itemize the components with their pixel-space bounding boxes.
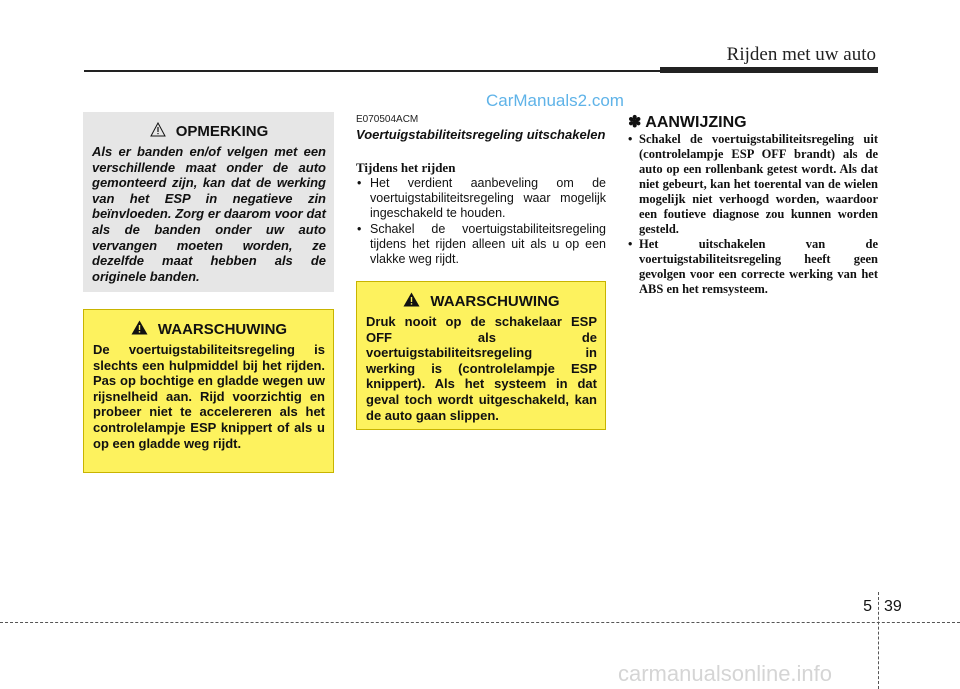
section-label: Tijdens het rijden — [356, 160, 456, 175]
chapter-number: 5 — [863, 598, 872, 615]
warning-outline-icon — [150, 122, 166, 141]
header-rule-accent — [660, 67, 878, 73]
warning-box-2 — [356, 281, 606, 430]
note-text: Als er banden en/of velgen met een verschillende maat onder de auto gemonteerd zijn, kan dat de werking van het ESP in negatieve zin beïnvloeden. Zorg er daarom voor dat als de banden onder uw auto vervangen moeten worden, ze dezelfde maat hebben als de originele banden. — [92, 144, 326, 284]
list-item: • Het uitschakelen van de voertuigstabiliteitsregeling heeft geen gevolgen voor een correcte werking van het ABS en het remsysteem. — [628, 237, 878, 297]
list-item: • Schakel de voertuigstabiliteitsregeling tijdens het rijden alleen uit als u op een vlakke weg rijdt. — [356, 222, 606, 267]
warning-1-heading — [93, 320, 325, 339]
section-bullet-list — [356, 176, 606, 268]
warning-icon — [131, 320, 148, 339]
list-item: • Het verdient aanbeveling om de voertuigstabiliteitsregeling waar mogelijk ingeschakeld te houden. — [356, 176, 606, 221]
section-code: E070504ACM — [356, 114, 419, 125]
note-heading-label: OPMERKING — [175, 123, 269, 140]
list-item: • Schakel de voertuigstabiliteitsregeling uit (controlelampje ESP OFF brandt) als de auto op een rollenbank getest wordt. Als dat niet gebeurt, kan het toerental van de wielen mogelijk niet verhoogd worden, waardoor een foutieve diagnose zou kunnen worden gesteld. — [628, 132, 878, 237]
warning-2-heading-label: WAARSCHUWING — [430, 293, 560, 310]
warning-2-text: Druk nooit op de schakelaar ESP OFF als de voertuigstabiliteitsregeling in werking is (controlelampje ESP knippert). Als het systeem in dat geval toch wordt uitgeschakeld, kan de auto gaan slippen. — [366, 314, 597, 423]
section-title: Voertuigstabiliteitsregeling uitschakelen — [356, 127, 606, 142]
warning-1-heading-label: WAARSCHUWING — [157, 321, 288, 338]
warning-1-text: De voertuigstabiliteitsregeling is slechts een hulpmiddel bij het rijden. Pas op bochtige en gladde wegen uw rijsnelheid aan. Rijd voorzichtig en probeer niet te accelereren als het controlelampje ESP knippert of als u op een gladde weg rijdt. — [93, 342, 325, 451]
page-number: 39 — [884, 598, 902, 615]
warning-box-1 — [83, 309, 334, 473]
watermark-bottom: carmanualsonline.info — [618, 661, 833, 686]
warning-2-heading — [366, 292, 597, 311]
aanwijzing-heading: ✽ AANWIJZING — [628, 114, 747, 131]
warning-icon — [403, 292, 420, 311]
note-heading — [92, 122, 326, 141]
header-rule — [84, 70, 660, 72]
footer-rule — [0, 622, 960, 623]
page-number-separator — [878, 592, 879, 689]
page-header-title: Rijden met uw auto — [726, 44, 876, 65]
aanwijzing-list — [628, 132, 878, 297]
watermark-top: CarManuals2.com — [486, 91, 624, 110]
note-box — [83, 112, 334, 292]
